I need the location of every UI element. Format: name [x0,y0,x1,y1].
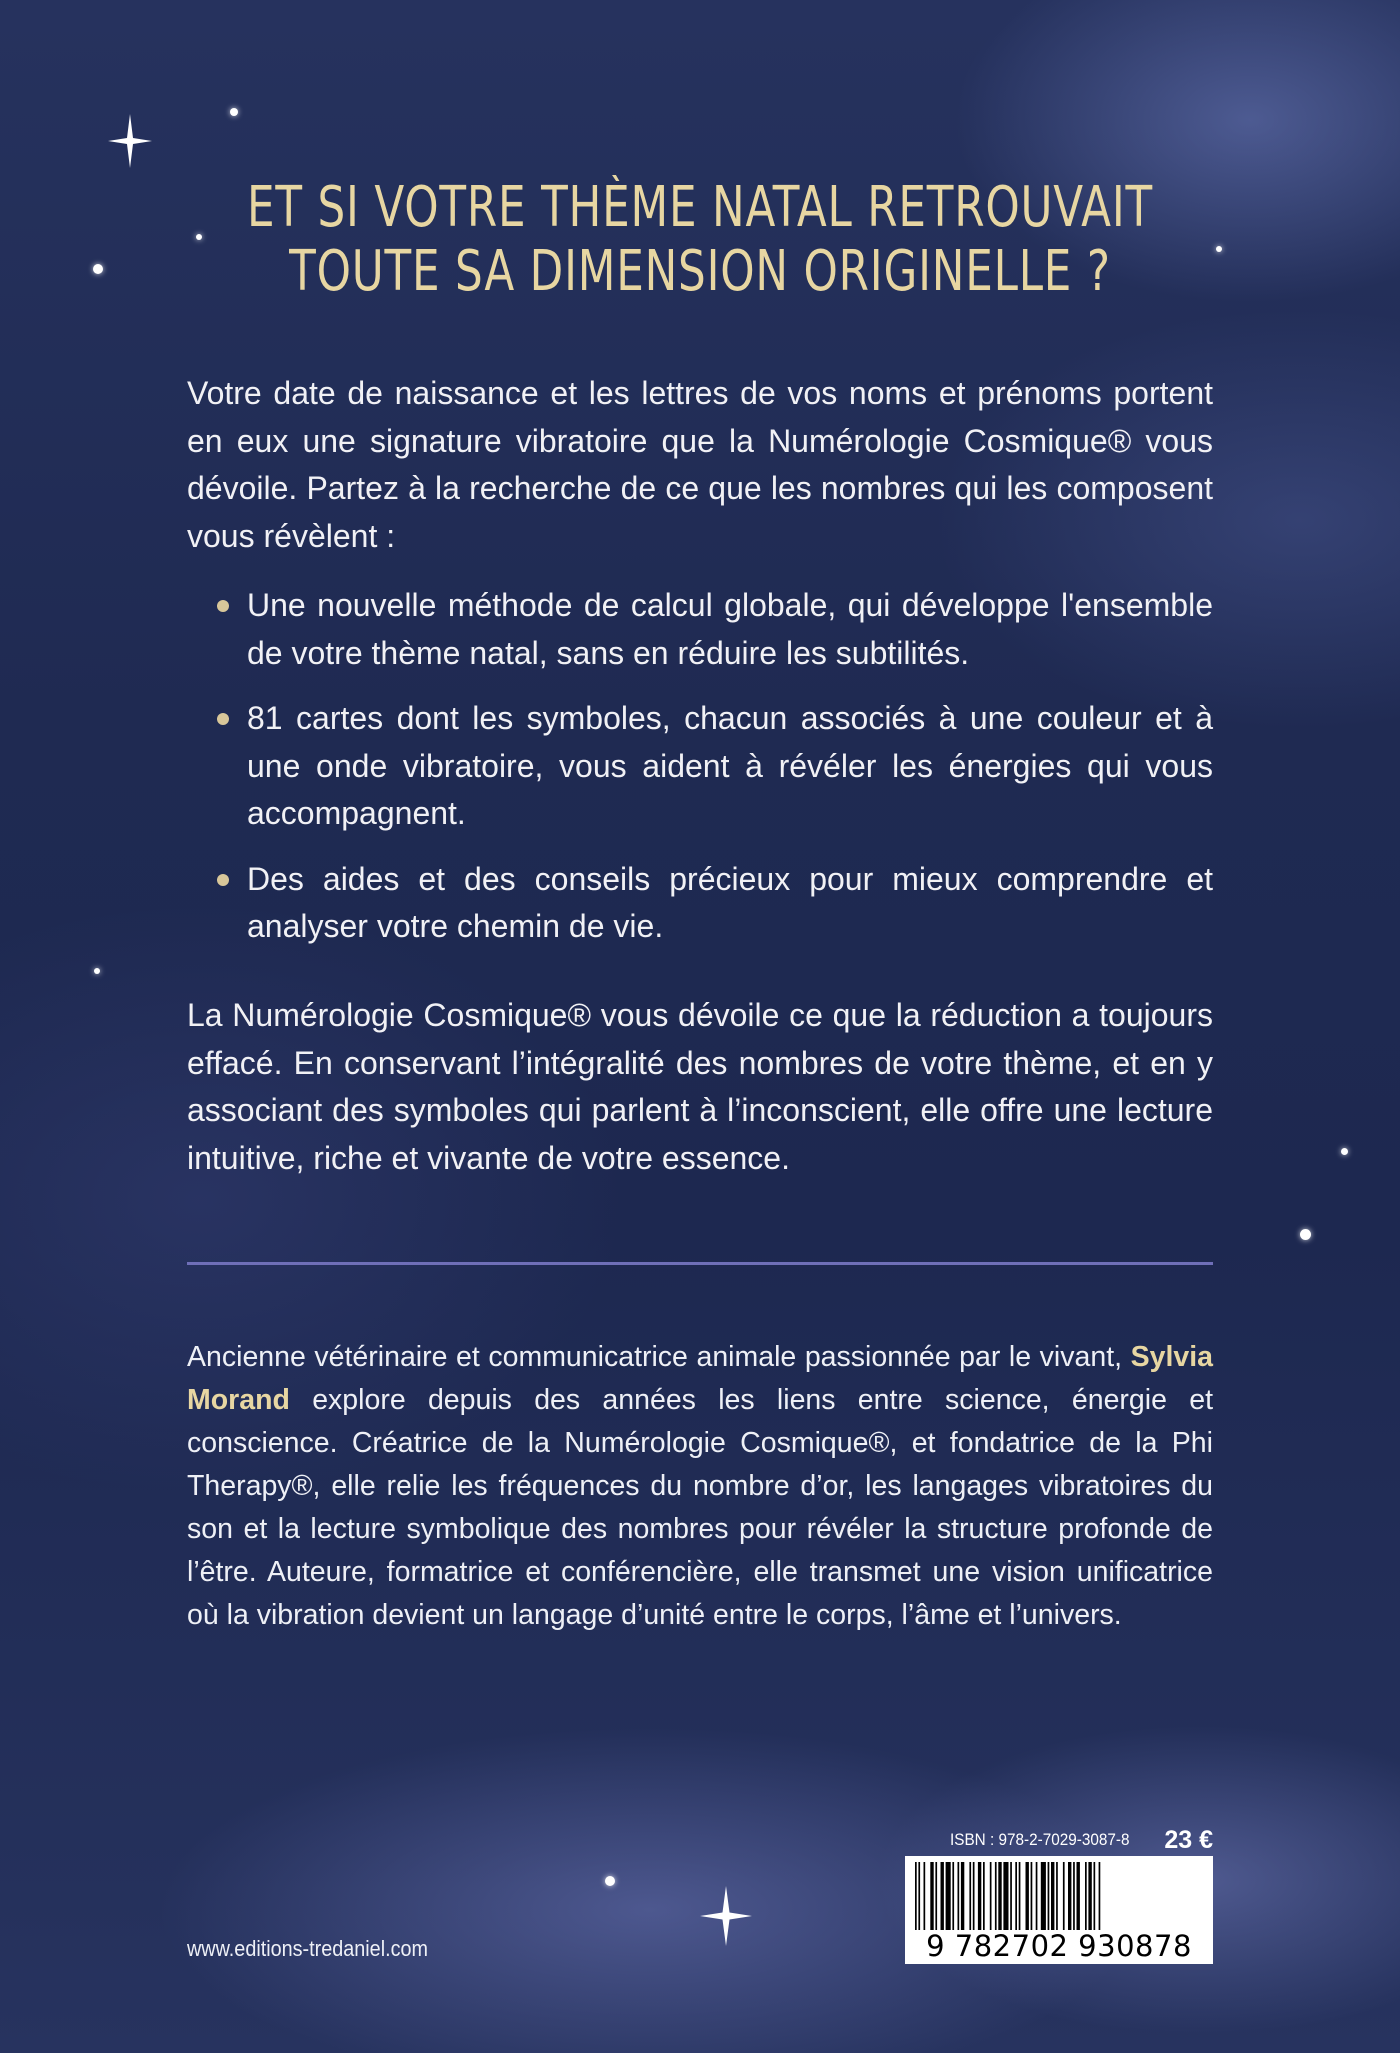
barcode-bar [1015,1862,1017,1930]
barcode-bar [1036,1862,1038,1930]
barcode-bar [1056,1862,1058,1930]
barcode-bar [1041,1862,1046,1930]
barcode-bar [941,1862,944,1930]
barcode-bar [924,1862,926,1930]
barcode-bar [1051,1862,1054,1930]
feature-list [213,582,1213,969]
barcode-bar [918,1862,920,1930]
barcode-bar [1048,1862,1050,1930]
bullet-icon [217,713,229,725]
star-icon [230,108,238,116]
isbn-text: ISBN : 978-2-7029-3087-8 [950,1830,1130,1849]
barcode-bar [983,1862,985,1930]
intro-paragraph: Votre date de naissance et les lettres de vos noms et prénoms portent en eux une signature vibratoire que la Numérologie Cosmique® vous dévoile. Partez à la recherche de ce que les nombres qui les composent vous révèlent : [187,375,1213,554]
barcode-bar [1010,1862,1012,1930]
barcode-bar [961,1862,964,1930]
barcode-bar [973,1862,975,1930]
list-item-text: Des aides et des conseils précieux pour mieux comprendre et analyser votre chemin de vie. [247,860,1213,944]
barcode-bar [1088,1862,1091,1930]
bullet-icon [217,600,229,612]
barcode-bar [990,1862,992,1930]
author-name: Sylvia Morand [187,1341,1213,1416]
author-bio [187,1336,1213,1637]
list-item-text: Une nouvelle méthode de calcul globale, qui développe l'ensemble de votre thème natal, sans en réduire les subtilités. [247,587,1213,671]
headline-line-2: TOUTE SA DIMENSION ORIGINELLE ? [289,239,1111,304]
price: 23 € [1164,1826,1213,1854]
barcode-bars [913,1862,1205,1930]
isbn-row [905,1826,1213,1860]
star-icon [94,968,100,974]
barcode-bar [1073,1862,1075,1930]
star-icon [1300,1229,1311,1240]
bio-text-start: Ancienne vétérinaire et communicatrice animale passionnée par le vivant, [187,1341,1131,1373]
publisher-website-link[interactable]: www.editions-tredaniel.com [187,1936,429,1961]
barcode-bar [930,1862,933,1930]
barcode-bar [1003,1862,1008,1930]
barcode-bar [1099,1862,1101,1930]
barcode-bar [998,1862,1001,1930]
list-item-text: 81 cartes dont les symboles, chacun associés à une couleur et à une onde vibratoire, vous aident à révéler les énergies qui vous accompagnent. [247,700,1213,831]
star-icon [93,264,103,274]
outro-paragraph: La Numérologie Cosmique® vous dévoile ce que la réduction a toujours effacé. En conservant l’intégralité des nombres de votre thème, et en y associant des symboles qui parlent à l’inconscient, elle offre une lecture intuitive, riche et vivante de votre essence. [187,997,1213,1176]
list-item [213,582,1213,677]
barcode-bar [1094,1862,1096,1930]
sparkle-icon [108,114,152,168]
barcode-bar [1063,1862,1065,1930]
barcode-bar [946,1862,951,1930]
barcode-bar [978,1862,981,1930]
barcode-bar [1031,1862,1033,1930]
sparkle-icon [700,1886,752,1946]
barcode-bar [958,1862,960,1930]
barcode-bar [952,1862,954,1930]
barcode-bar [995,1862,997,1930]
divider [187,1262,1213,1265]
barcode-bar [1019,1862,1021,1930]
barcode-bar [1077,1862,1080,1930]
barcode-bar [969,1862,971,1930]
bullet-icon [217,874,229,886]
headline [154,176,1246,304]
list-item [213,695,1213,838]
barcode-digits: 9 782702 930878 [926,1929,1192,1963]
barcode-bar [1068,1862,1071,1930]
star-icon [1341,1148,1348,1155]
bio-text-end: explore depuis des années les liens entre science, énergie et conscience. Créatrice de la Numérologie Cosmique®, et fondatrice de la Phi Therapy®, elle relie les fréquences du nombre d’or, les langages vibratoires du son et la lecture symbolique des nombres pour révéler la structure profonde de l’être. Auteure, formatrice et conférencière, elle transmet une vision unificatrice où la vibration devient un langage d’unité entre le corps, l’âme et l’univers. [187,1384,1213,1631]
list-item [213,856,1213,951]
headline-line-1: ET SI VOTRE THÈME NATAL RETROUVAIT [247,175,1153,240]
barcode [905,1856,1213,1964]
barcode-bar [915,1862,917,1930]
star-icon [605,1876,615,1886]
barcode-bar [935,1862,937,1930]
barcode-bar [1085,1862,1087,1930]
barcode-bar [1026,1862,1029,1930]
